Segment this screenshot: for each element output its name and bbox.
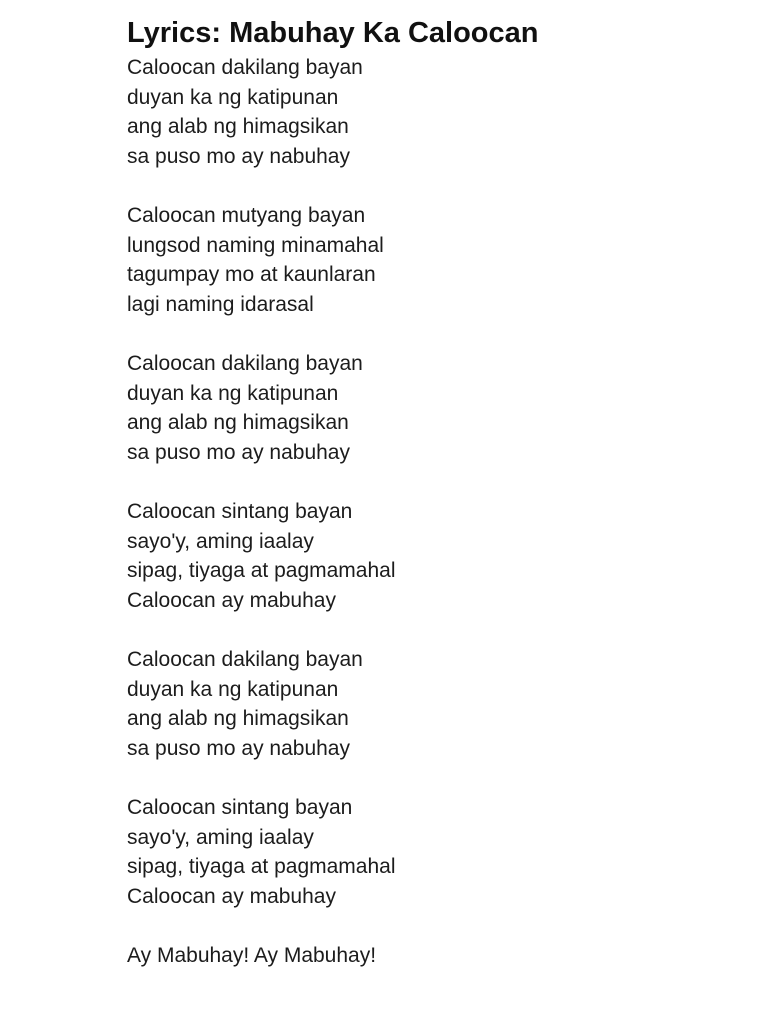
stanza-3 [127,349,396,467]
lyric-line: Caloocan mutyang bayan [127,204,366,227]
lyric-line: ang alab ng himagsikan [127,411,349,434]
lyric-line: sa puso mo ay nabuhay [127,440,350,464]
lyric-line: ang alab ng himagsikan [127,115,349,138]
lyric-line: Caloocan sintang bayan [127,500,353,523]
stanza-6 [127,793,396,911]
lyric-line: Caloocan dakilang bayan [127,648,363,671]
lyric-line: tagumpay mo at kaunlaran [127,263,376,286]
lyric-line: ang alab ng himagsikan [127,707,349,730]
lyric-line: sa puso mo ay nabuhay [127,736,350,760]
lyric-line: Caloocan ay mabuhay [127,588,336,612]
lyric-line: sa puso mo ay nabuhay [127,144,350,168]
stanza-5 [127,645,396,763]
lyric-line: lungsod naming minamahal [127,233,384,257]
lyric-line: sipag, tiyaga at pagmamahal [127,855,396,878]
stanza-4 [127,497,396,615]
lyric-line: sayo'y, aming iaalay [127,529,314,553]
lyric-line: duyan ka ng katipunan [127,677,339,701]
stanza-2 [127,201,396,319]
lyric-line: Caloocan dakilang bayan [127,56,363,79]
stanza-1 [127,53,396,171]
lyric-line: Caloocan sintang bayan [127,796,353,819]
lyric-line: Ay Mabuhay! Ay Mabuhay! [127,944,377,967]
lyric-line: duyan ka ng katipunan [127,381,339,405]
lyric-line: Caloocan ay mabuhay [127,884,336,908]
stanza-7 [127,941,396,971]
lyrics-body [127,53,396,971]
lyric-line: Caloocan dakilang bayan [127,352,363,375]
lyric-line: duyan ka ng katipunan [127,85,339,109]
lyric-line: sipag, tiyaga at pagmamahal [127,559,396,582]
page-title: Lyrics: Mabuhay Ka Caloocan [127,17,539,49]
lyric-line: lagi naming idarasal [127,292,314,316]
lyric-line: sayo'y, aming iaalay [127,825,314,849]
